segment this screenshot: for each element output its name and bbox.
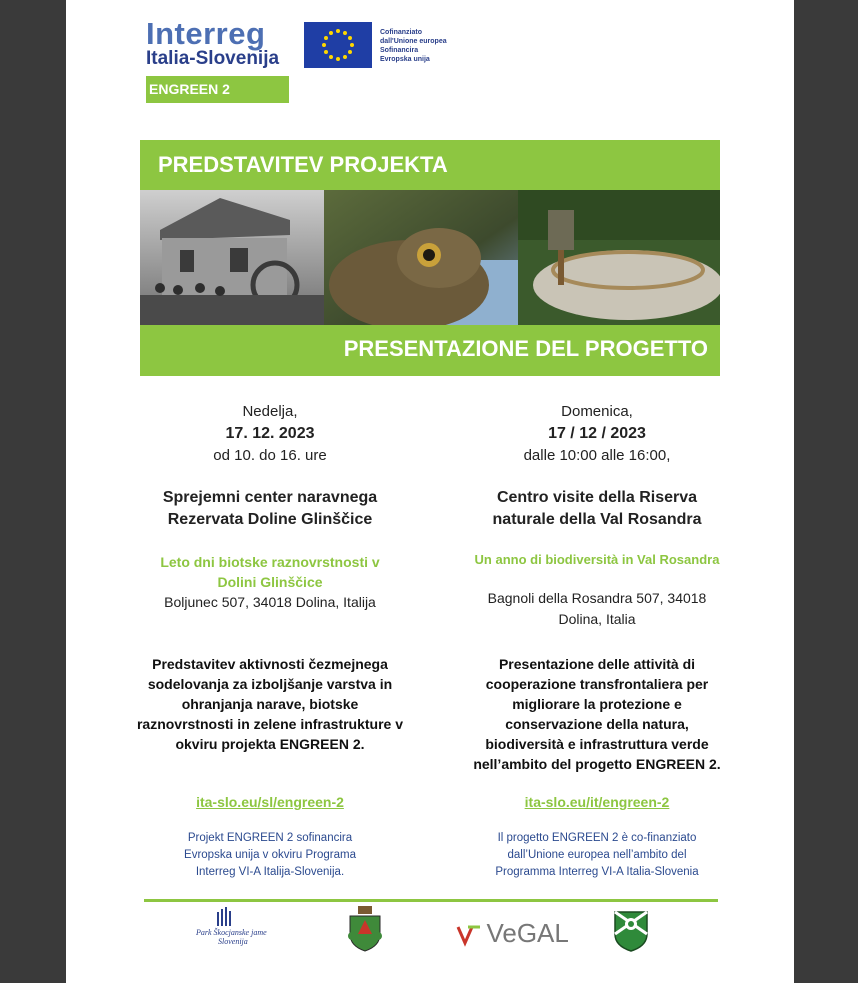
desc-sl-2: sodelovanja za izboljšanje varstva in xyxy=(147,676,393,692)
eu-flag-icon xyxy=(304,22,372,68)
park-name: Park Škocjanske jame xyxy=(196,928,267,937)
footer-divider xyxy=(144,899,718,902)
date-it: 17 / 12 / 2023 xyxy=(548,425,646,442)
vegal-name: VeGAL xyxy=(486,918,569,948)
address-it-line2: Dolina, Italia xyxy=(558,611,636,627)
event-sl-line2: Dolini Glinščice xyxy=(217,574,323,590)
brand-subtitle: Italia-Slovenija xyxy=(146,48,280,69)
address-sl: Boljunec 507, 34018 Dolina, Italija xyxy=(164,594,376,610)
pond-enclosure-photo xyxy=(518,190,720,325)
funding-it-2: dall’Unione europea nell’ambito del xyxy=(507,849,687,861)
vegal-logo xyxy=(456,918,569,949)
desc-it-1: Presentazione delle attività di xyxy=(498,656,696,672)
park-icon xyxy=(214,906,236,928)
toad-photo xyxy=(324,190,518,325)
desc-it-2: cooperazione transfrontaliera per xyxy=(485,676,709,692)
day-it: Domenica, xyxy=(561,403,633,420)
funding-sl-1: Projekt ENGREEN 2 sofinancira xyxy=(187,832,353,844)
event-sl-line1: Leto dni biotske raznovrstnosti v xyxy=(160,554,380,570)
desc-it-3: migliorare la protezione e xyxy=(512,696,682,712)
funding-it-3: Programma Interreg VI-A Italia-Slovenia xyxy=(495,866,699,878)
funding-sl-3: Interreg VI-A Italija-Slovenija. xyxy=(195,866,345,878)
link-sl[interactable]: ita-slo.eu/sl/engreen-2 xyxy=(196,794,344,810)
day-sl: Nedelja, xyxy=(242,403,298,420)
brand-title: Interreg xyxy=(146,16,266,51)
banner-top xyxy=(140,140,720,190)
venue-sl-line2: Rezervata Doline Glinščice xyxy=(167,511,373,528)
venue-it-line1: Centro visite della Riserva xyxy=(496,489,698,506)
event-it: Un anno di biodiversità in Val Rosandra xyxy=(474,552,720,567)
funding-sl-2: Evropska unija v okviru Programa xyxy=(184,849,356,861)
park-skocjan-logo xyxy=(196,906,292,946)
vegal-icon xyxy=(456,921,482,947)
desc-it-6: nell’ambito del progetto ENGREEN 2. xyxy=(473,756,721,772)
address-it-line1: Bagnoli della Rosandra 507, 34018 xyxy=(487,590,707,606)
desc-it-4: conservazione della natura, xyxy=(505,716,689,732)
desc-sl-5: okviru projekta ENGREEN 2. xyxy=(175,736,365,752)
eu-cofunding-text: Cofinanziato dall'Unione europea Sofinancira Evropska unija xyxy=(380,29,447,63)
time-sl: od 10. do 16. ure xyxy=(213,447,327,464)
title-slovene: PREDSTAVITEV PROJEKTA xyxy=(158,152,448,177)
desc-sl-1: Predstavitev aktivnosti čezmejnega xyxy=(152,656,388,672)
desc-sl-3: ohranjanja narave, biotske xyxy=(181,696,359,712)
banner-bottom xyxy=(140,325,720,376)
municipality-crest-logo xyxy=(346,906,384,957)
date-sl: 17. 12. 2023 xyxy=(225,425,315,442)
link-it[interactable]: ita-slo.eu/it/engreen-2 xyxy=(524,794,670,810)
funding-it-1: Il progetto ENGREEN 2 è co-finanziato xyxy=(497,832,697,844)
historic-mill-photo xyxy=(140,190,324,325)
venue-it-line2: naturale della Val Rosandra xyxy=(492,511,702,528)
time-it: dalle 10:00 alle 16:00, xyxy=(523,447,671,464)
photo-strip xyxy=(140,190,720,325)
poster-page xyxy=(66,0,794,983)
project-tag: ENGREEN 2 xyxy=(146,76,289,103)
desc-sl-4: raznovrstnosti in zelene infrastrukture v xyxy=(136,716,404,732)
park-country: Slovenija xyxy=(218,937,248,946)
venue-sl-line1: Sprejemni center naravnega xyxy=(162,489,378,506)
desc-it-5: biodiversità e infrastruttura verde xyxy=(485,736,709,752)
title-italian: PRESENTAZIONE DEL PROGETTO xyxy=(343,336,708,361)
regional-shield-logo xyxy=(613,910,649,957)
